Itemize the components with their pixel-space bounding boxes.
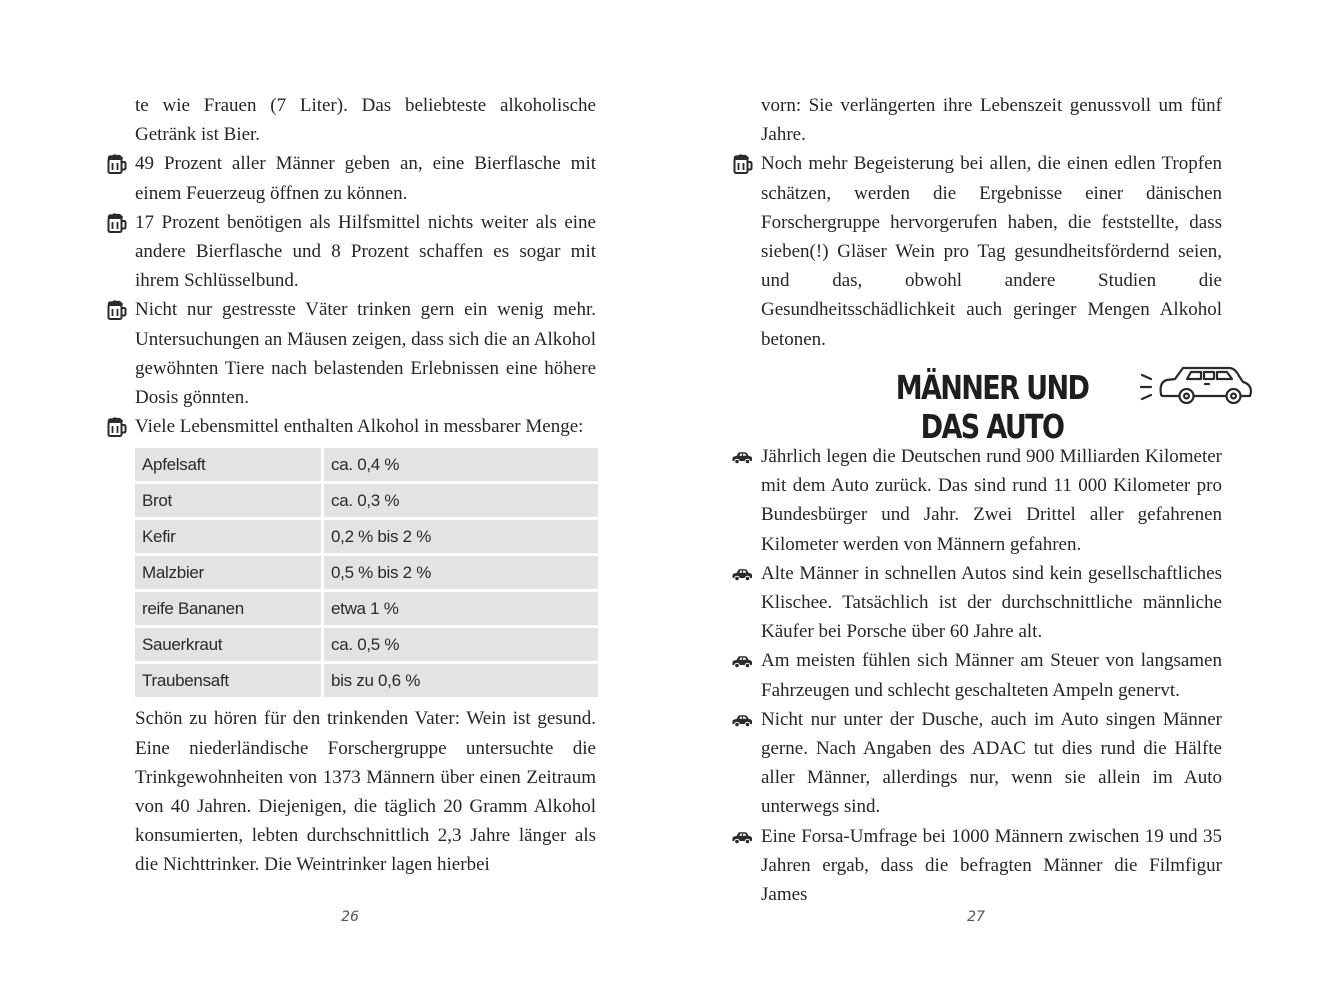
list-item (135, 295, 596, 412)
list-item (761, 646, 1222, 704)
table-cell-value: ca. 0,5 % (324, 628, 598, 661)
right-page-list (761, 442, 1222, 909)
list-item (761, 822, 1222, 910)
car-icon (731, 563, 753, 585)
table-row (135, 628, 598, 661)
alcohol-content-table (132, 445, 601, 700)
list-item-text: Viele Lebensmittel enthalten Alkohol in messbarer Menge: (135, 416, 584, 438)
list-item (135, 412, 596, 441)
table-row (135, 592, 598, 625)
car-illustration-icon (1139, 362, 1255, 410)
table-row (135, 520, 598, 553)
right-page (663, 0, 1326, 1000)
beer-mug-icon (731, 153, 753, 175)
beer-mug-icon (105, 299, 127, 321)
list-item-text: 49 Prozent aller Männer geben an, eine Bierflasche mit einem Feuerzeug öffnen zu können. (135, 153, 596, 204)
table-cell-food: reife Bananen (135, 592, 321, 625)
car-icon (731, 709, 753, 731)
table-cell-value: 0,5 % bis 2 % (324, 556, 598, 589)
list-item (761, 559, 1222, 647)
list-item-text: Eine Forsa-Umfrage bei 1000 Männern zwischen 19 und 35 Jahren ergab, dass die befragten Männer die Filmfigur James (761, 825, 1222, 906)
beer-mug-icon (105, 212, 127, 234)
section-heading: MÄNNER UND DAS AUTO (895, 368, 1089, 446)
right-page-text (761, 91, 1222, 354)
paragraph: Schön zu hören für den trinkenden Vater: Wein ist gesund. Eine niederländische Forschergruppe untersuchte die Trinkgewohnheiten von 1373 Männern über einen Zeitraum von 40 Jahren. Diejenigen, die täglich 20 Gramm Alkohol konsumierten, lebten durchschnittlich 2,3 Jahre länger als die Nichttrinker. Die Weintrinker lagen hierbei (135, 708, 596, 876)
list-item (135, 149, 596, 207)
list-item-text: Nicht nur unter der Dusche, auch im Auto singen Männer gerne. Nach Angaben des ADAC tut dies rund die Hälfte aller Männer, allerdings nur, wenn sie allein im Auto unterwegs sind. (761, 708, 1222, 818)
list-item (761, 705, 1222, 822)
list-item (761, 442, 1222, 559)
table-row (135, 664, 598, 697)
page-number: 26 (341, 909, 359, 925)
list-item (761, 149, 1222, 353)
table-cell-food: Malzbier (135, 556, 321, 589)
beer-mug-icon (105, 416, 127, 438)
list-item-text: Alte Männer in schnellen Autos sind kein gesellschaftliches Klischee. Tatsächlich ist der durchschnittliche männliche Käufer bei Porsche über 60 Jahre alt. (761, 562, 1222, 643)
beer-mug-icon (105, 153, 127, 175)
list-item-text: 17 Prozent benötigen als Hilfsmittel nichts weiter als eine andere Bierflasche und 8 Prozent schaffen es sogar mit ihrem Schlüsselbund. (135, 211, 596, 292)
table-cell-value: bis zu 0,6 % (324, 664, 598, 697)
list-item (135, 208, 596, 296)
table-cell-value: 0,2 % bis 2 % (324, 520, 598, 553)
list-item-text: Noch mehr Begeisterung bei allen, die einen edlen Tropfen schätzen, werden die Ergebnisse einer dänischen Forschergruppe hervorgerufen haben, die feststellte, dass sieben(!) Gläser Wein pro Tag gesundheitsfördernd seien, und das, obwohl andere Studien die Gesundheitsschädlichkeit auch geringer Mengen Alkohol betonen. (761, 153, 1222, 350)
car-icon (731, 446, 753, 468)
list-item-text: Nicht nur gestresste Väter trinken gern ein wenig mehr. Untersuchungen an Mäusen zeigen, dass sich die an Alkohol gewöhnten Tiere nach belastenden Erlebnissen eine höhere Dosis gönnten. (135, 299, 596, 409)
paragraph: vorn: Sie verlängerten ihre Lebenszeit genussvoll um fünf Jahre. (761, 95, 1222, 146)
list-item-text: Am meisten fühlen sich Männer am Steuer von langsamen Fahrzeugen und schlecht geschalteten Ampeln genervt. (761, 650, 1222, 701)
list-item-text: Jährlich legen die Deutschen rund 900 Milliarden Kilometer mit dem Auto zurück. Das sind rund 11 000 Kilometer pro Bundesbürger und Jahr. Zwei Drittel aller gefahrenen Kilometer werden von Männern gefahren. (761, 446, 1222, 555)
car-icon (731, 826, 753, 848)
table-row (135, 484, 598, 517)
table-cell-food: Kefir (135, 520, 321, 553)
table-cell-food: Brot (135, 484, 321, 517)
table-cell-food: Traubensaft (135, 664, 321, 697)
table-cell-food: Sauerkraut (135, 628, 321, 661)
table-row (135, 448, 598, 481)
page-number: 27 (967, 909, 985, 925)
table-cell-value: ca. 0,3 % (324, 484, 598, 517)
table-cell-food: Apfelsaft (135, 448, 321, 481)
car-icon (731, 650, 753, 672)
left-page-text (135, 91, 596, 880)
table-cell-value: etwa 1 % (324, 592, 598, 625)
table-row (135, 556, 598, 589)
paragraph: te wie Frauen (7 Liter). Das beliebteste alkoholische Getränk ist Bier. (135, 95, 596, 146)
table-cell-value: ca. 0,4 % (324, 448, 598, 481)
